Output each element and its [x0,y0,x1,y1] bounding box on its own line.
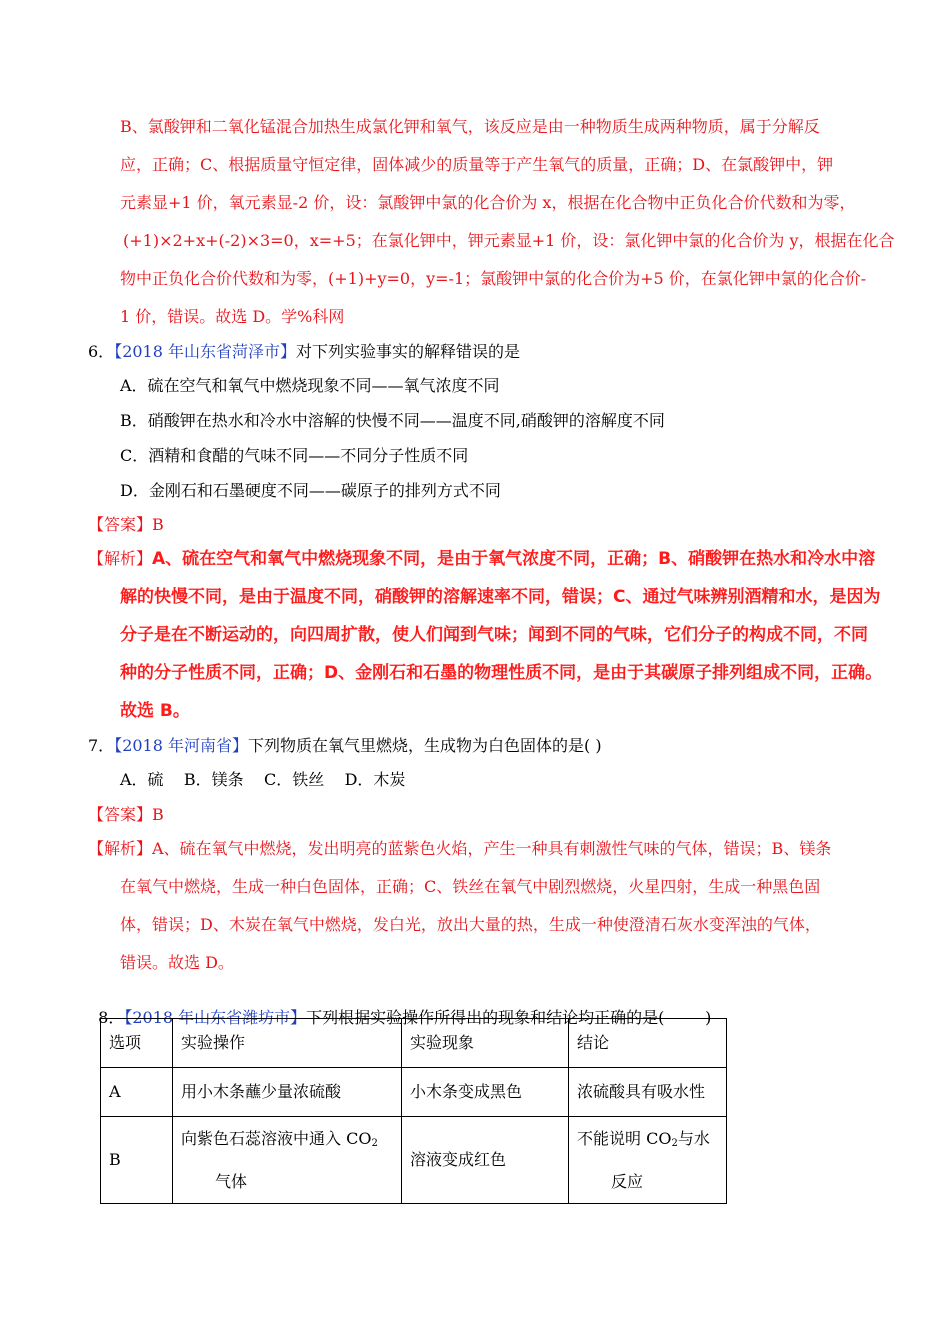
analysis5-line-1: B、氯酸钾和二氧化锰混合加热生成氯化钾和氧气，该反应是由一种物质生成两种物质，属于分解反 [120,117,820,136]
question-source: 【2018 年山东省菏泽市】 [114,342,296,361]
option-d: D．金刚石和石墨硬度不同——碳原子的排列方式不同 [120,481,501,500]
question-7-stem [88,736,602,756]
table-cell: A [101,1068,173,1117]
option-b: B．硝酸钾在热水和冷水中溶解的快慢不同——温度不同,硝酸钾的溶解度不同 [120,411,665,430]
question-number: 7． [88,736,115,755]
q6-analysis-line-5: 故选 B。 [120,701,190,721]
cell-line: 气体 [215,1171,248,1191]
table-header-cell: 实验现象 [402,1019,569,1068]
table-cell: 用小木条蘸少量浓硫酸 [173,1068,402,1117]
q7-analysis-line-2: 在氧气中燃烧，生成一种白色固体，正确；C、铁丝在氧气中剧烈燃烧，火星四射，生成一种黑色固 [120,877,821,896]
cell-line: 反应 [611,1171,644,1191]
q7-options: A．硫 B．镁条 C．铁丝 D．木炭 [120,770,406,789]
analysis-label: 【解析】 [88,839,153,858]
table-row [101,1068,727,1117]
analysis5-line-2: 应，正确；C、根据质量守恒定律，固体减少的质量等于产生氧气的质量，正确；D、在氯酸钾中，钾 [120,155,834,174]
table-header-cell: 实验操作 [173,1019,402,1068]
option-a: A．硫在空气和氧气中燃烧现象不同——氧气浓度不同 [120,376,500,395]
cell-line: 不能说明 $CO_2$与水 [577,1128,710,1149]
q6-analysis-line-4: 种的分子性质不同，正确；D、金刚石和石墨的物理性质不同，是由于其碳原子排列组成不同，正确。 [120,663,883,683]
question-6-stem [88,342,520,362]
table-header-cell: 选项 [101,1019,173,1068]
table-header-row [101,1019,727,1068]
experiment-table [100,1018,727,1204]
analysis5-line-6: 1 价，错误。故选 D。学%科网 [120,307,345,326]
question-source: 【2018 年河南省】 [114,736,248,755]
table-cell: 浓硫酸具有吸水性 [569,1068,727,1117]
analysis5-line-5: 物中正负化合价代数和为零，(+1)+y=0，y=-1；氯酸钾中氯的化合价为+5 价，在氯化钾中氯的化合价- [120,269,867,288]
table-cell: 溶液变成红色 [402,1117,569,1204]
table-cell: B [101,1117,173,1204]
table-cell [173,1117,402,1204]
question-text: 对下列实验事实的解释错误的是 [296,342,521,361]
question-text: 下列根据实验操作所得出的现象和结论均正确的是( ) [306,1008,712,1027]
table-cell: 小木条变成黑色 [402,1068,569,1117]
cell-line: 向紫色石蕊溶液中通入 $CO_2$ [181,1128,378,1149]
q6-analysis-line-3: 分子是在不断运动的，向四周扩散，使人们闻到气味；闻到不同的气味，它们分子的构成不同，不同 [120,625,868,645]
analysis-label: 【解析】 [88,549,153,568]
q6-analysis-line-2: 解的快慢不同，是由于温度不同，硝酸钾的溶解速率不同，错误；C、通过气味辨别酒精和水，是因为 [120,587,881,607]
table-row [101,1117,727,1204]
q7-analysis-line-4: 错误。故选 D。 [120,953,234,972]
q6-analysis-line-1: A、硫在空气和氧气中燃烧现象不同，是由于氧气浓度不同，正确；B、硝酸钾在热水和冷水中溶 [152,549,876,569]
table-cell [569,1117,727,1204]
analysis5-line-4: (+1)×2+x+(-2)×3=0，x=+5；在氯化钾中，钾元素显+1 价，设：氯化钾中氯的化合价为 y，根据在化合 [123,231,895,250]
table-header-cell: 结论 [569,1019,727,1068]
question-number: 8． [98,1008,125,1027]
q7-analysis-line-3: 体，错误；D、木炭在氧气中燃烧，发白光，放出大量的热，生成一种使澄清石灰水变浑浊的气体， [120,915,821,934]
question-number: 6． [88,342,115,361]
option-c: C．酒精和食醋的气味不同——不同分子性质不同 [120,446,469,465]
analysis5-line-3: 元素显+1 价，氧元素显-2 价，设：氯酸钾中氯的化合价为 x，根据在化合物中正负化合价代数和为零， [120,193,856,212]
answer-label: 【答案】B [88,805,164,824]
question-source: 【2018 年山东省潍坊市】 [124,1008,307,1027]
question-text: 下列物质在氧气里燃烧，生成物为白色固体的是( ) [248,736,602,755]
q7-analysis-line-1: A、硫在氧气中燃烧，发出明亮的蓝紫色火焰，产生一种具有刺激性气味的气体，错误；B、镁条 [152,839,832,858]
answer-label: 【答案】B [88,515,164,534]
